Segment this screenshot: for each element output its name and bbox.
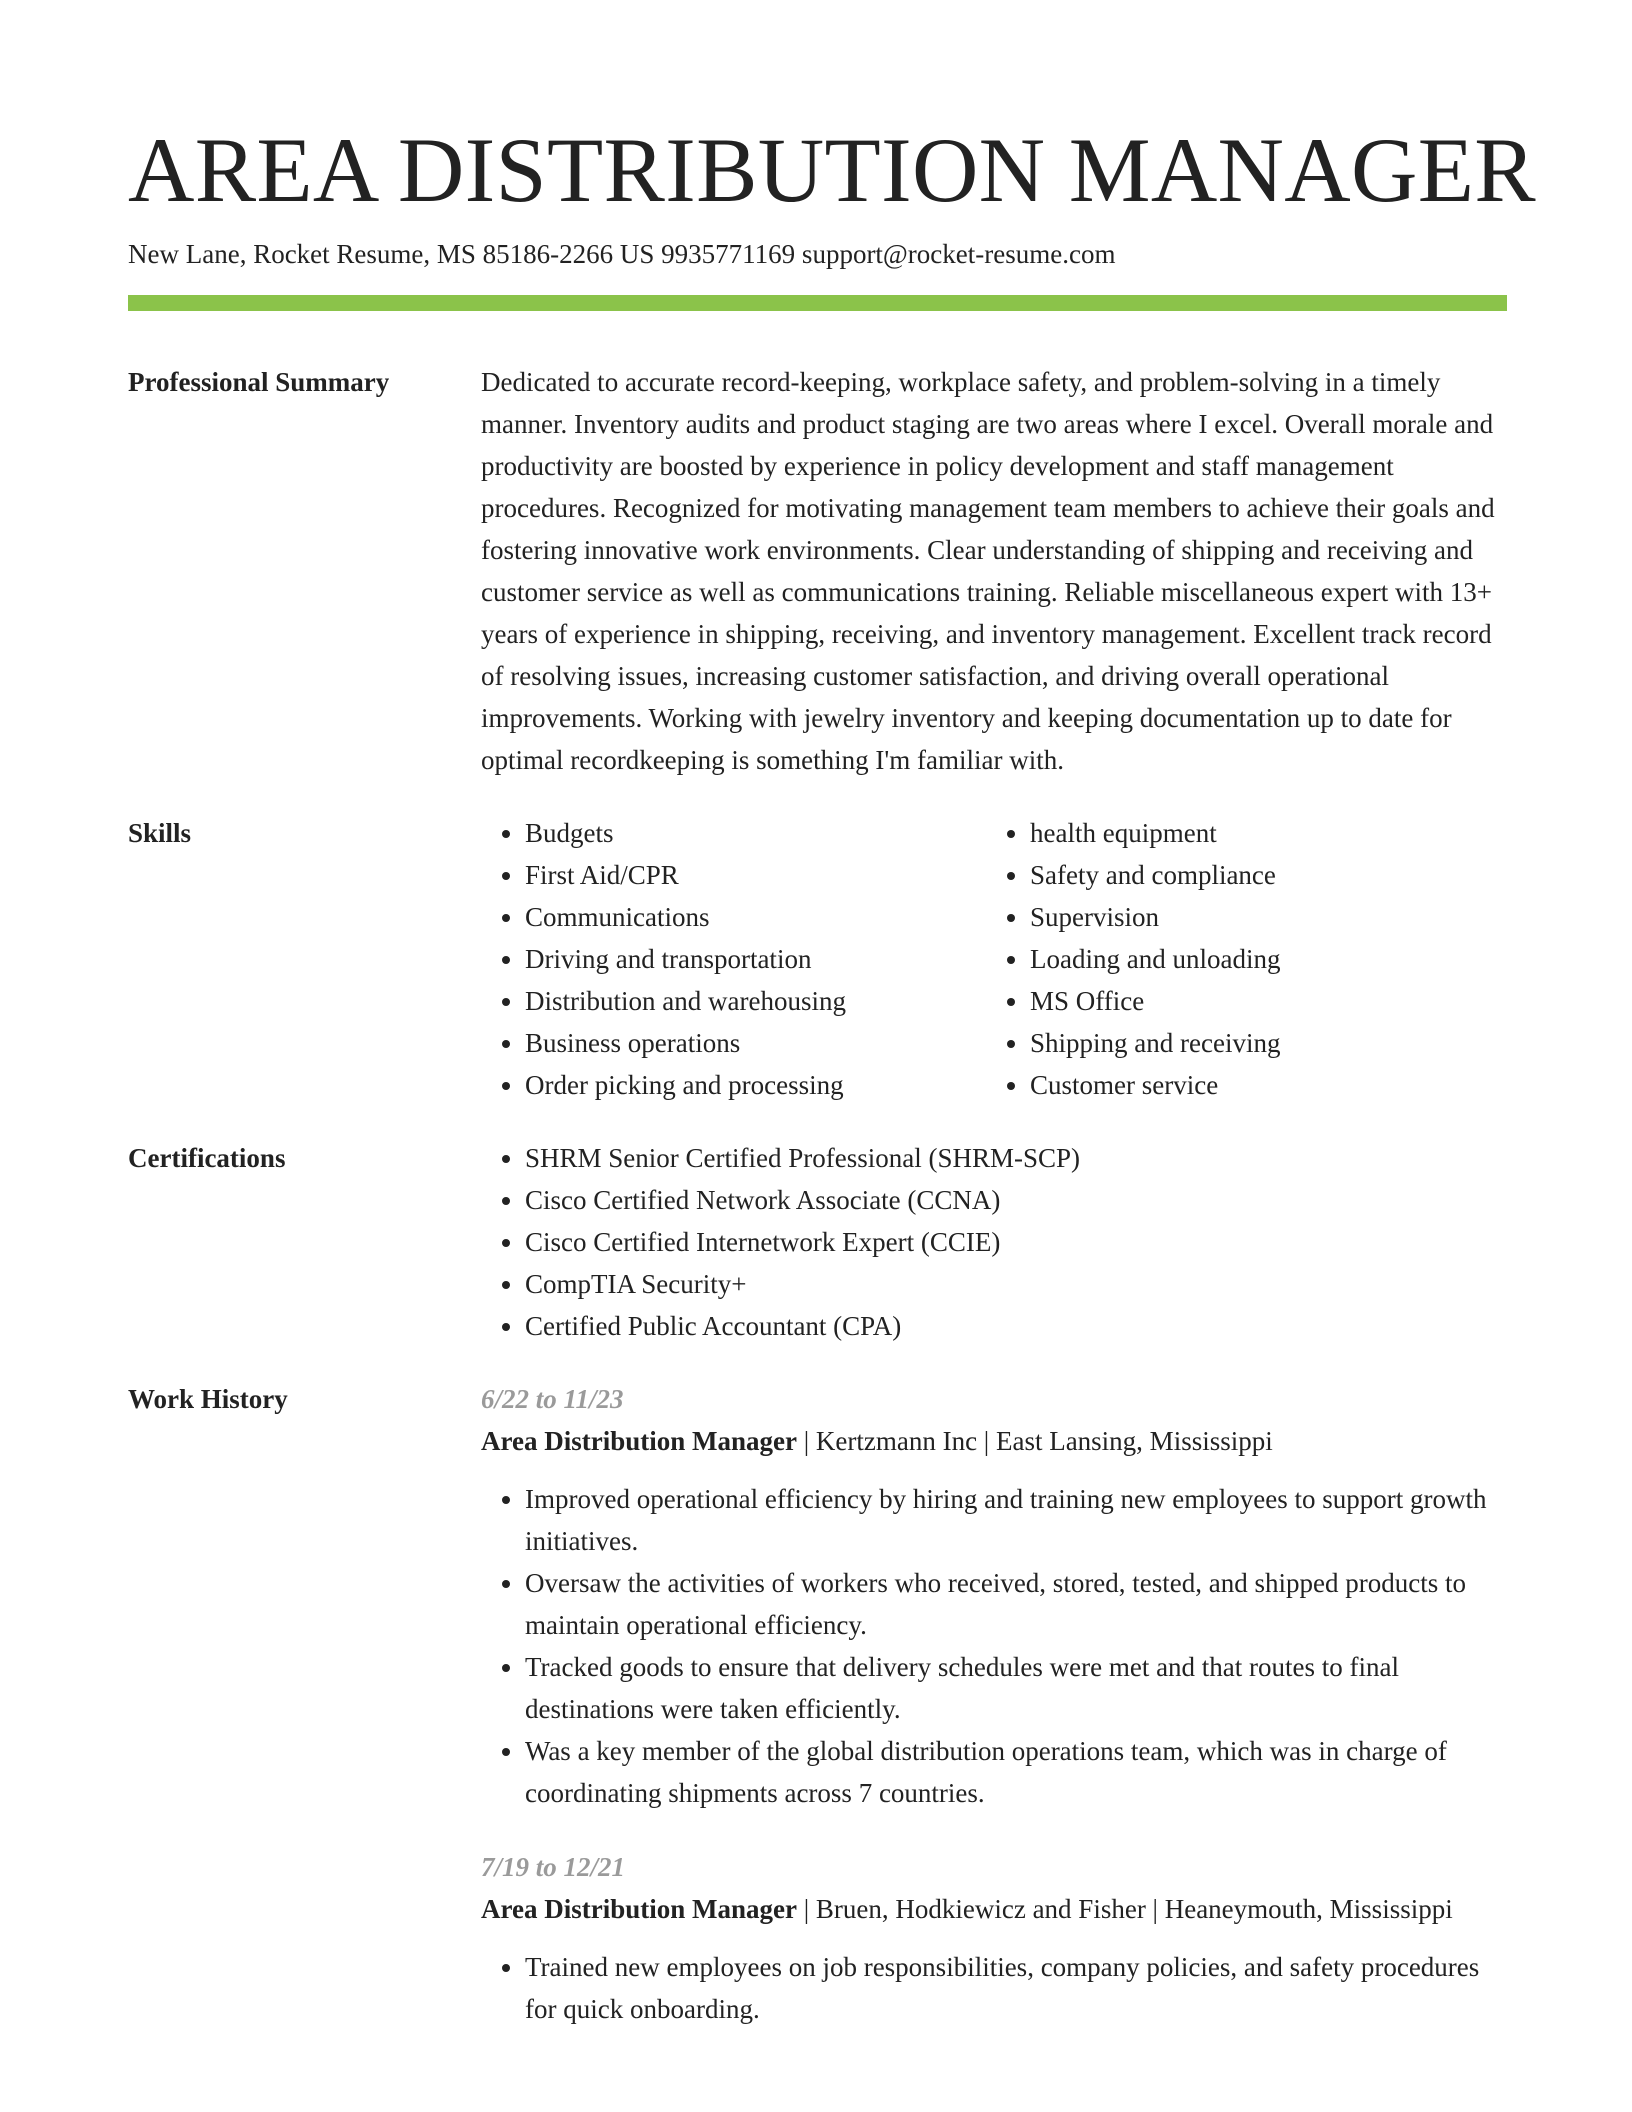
job-bullet: • Tracked goods to ensure that delivery schedules were met and that routes to final destinations were taken efficiently. xyxy=(525,1646,1507,1730)
job-entry xyxy=(481,1846,1507,2030)
job-dates: 6/22 to 11/23 xyxy=(481,1384,624,1414)
skill-item: • First Aid/CPR xyxy=(525,854,986,896)
certifications-section xyxy=(128,1137,1507,1347)
skill-item: • Budgets xyxy=(525,812,986,854)
skill-item: • Shipping and receiving xyxy=(1030,1022,1491,1064)
work-history-section xyxy=(128,1378,1507,2062)
skill-item: • Order picking and processing xyxy=(525,1064,986,1106)
certification-item: • Cisco Certified Network Associate (CCNA) xyxy=(525,1179,1507,1221)
skill-item: • Loading and unloading xyxy=(1030,938,1491,980)
resume-title: AREA DISTRIBUTION MANAGER xyxy=(128,119,1536,221)
section-label-skills: Skills xyxy=(128,818,192,848)
job-bullets xyxy=(481,1478,1507,1814)
section-label-professional-summary: Professional Summary xyxy=(128,367,390,397)
summary-text: Dedicated to accurate record-keeping, workplace safety, and problem-solving in a timely manner. Inventory audits and product staging are two areas where I excel. Overall morale and productivity are boosted by experience in policy development and staff management procedures. Recognized for motivating management team members to achieve their goals and fostering innovative work environments. Clear understanding of shipping and receiving and customer service as well as communications training. Reliable miscellaneous expert with 13+ years of experience in shipping, receiving, and inventory management. Excellent track record of resolving issues, increasing customer satisfaction, and driving overall operational improvements. Working with jewelry inventory and keeping documentation up to date for optimal recordkeeping is something I'm familiar with. xyxy=(481,367,1495,775)
job-bullets xyxy=(481,1946,1507,2030)
skill-item: • Distribution and warehousing xyxy=(525,980,986,1022)
contact-info: New Lane, Rocket Resume, MS 85186-2266 US 9935771169 support@rocket-resume.com xyxy=(128,239,1116,269)
job-bullet: • Trained new employees on job responsibilities, company policies, and safety procedures for quick onboarding. xyxy=(525,1946,1507,2030)
job-bullet: • Was a key member of the global distribution operations team, which was in charge of coordinating shipments across 7 countries. xyxy=(525,1730,1507,1814)
job-employer-location: | Bruen, Hodkiewicz and Fisher | Heaneymouth, Mississippi xyxy=(796,1894,1453,1924)
certification-item: • Certified Public Accountant (CPA) xyxy=(525,1305,1507,1347)
certifications-list xyxy=(481,1137,1507,1347)
job-title: Area Distribution Manager xyxy=(481,1894,797,1924)
job-heading xyxy=(481,1420,1507,1462)
skill-item: • Business operations xyxy=(525,1022,986,1064)
job-heading xyxy=(481,1888,1507,1930)
skills-list-left xyxy=(481,812,986,1106)
job-title: Area Distribution Manager xyxy=(481,1426,797,1456)
skills-list-right xyxy=(986,812,1491,1106)
job-entry xyxy=(481,1378,1507,1814)
skill-item: • Supervision xyxy=(1030,896,1491,938)
skill-item: • Communications xyxy=(525,896,986,938)
skill-item: • Driving and transportation xyxy=(525,938,986,980)
section-label-work-history: Work History xyxy=(128,1384,288,1414)
job-bullet: • Improved operational efficiency by hiring and training new employees to support growth initiatives. xyxy=(525,1478,1507,1562)
skill-item: • Safety and compliance xyxy=(1030,854,1491,896)
section-label-certifications: Certifications xyxy=(128,1143,286,1173)
job-dates: 7/19 to 12/21 xyxy=(481,1852,626,1882)
job-employer-location: | Kertzmann Inc | East Lansing, Mississippi xyxy=(796,1426,1273,1456)
skill-item: • Customer service xyxy=(1030,1064,1491,1106)
professional-summary-section xyxy=(128,361,1507,781)
skill-item: • MS Office xyxy=(1030,980,1491,1022)
skill-item: • health equipment xyxy=(1030,812,1491,854)
job-bullet: • Oversaw the activities of workers who received, stored, tested, and shipped products to maintain operational efficiency. xyxy=(525,1562,1507,1646)
resume-page xyxy=(128,0,1536,2062)
certification-item: • Cisco Certified Internetwork Expert (CCIE) xyxy=(525,1221,1507,1263)
accent-divider xyxy=(128,295,1507,311)
certification-item: • SHRM Senior Certified Professional (SHRM-SCP) xyxy=(525,1137,1507,1179)
skills-section xyxy=(128,812,1507,1106)
certification-item: • CompTIA Security+ xyxy=(525,1263,1507,1305)
